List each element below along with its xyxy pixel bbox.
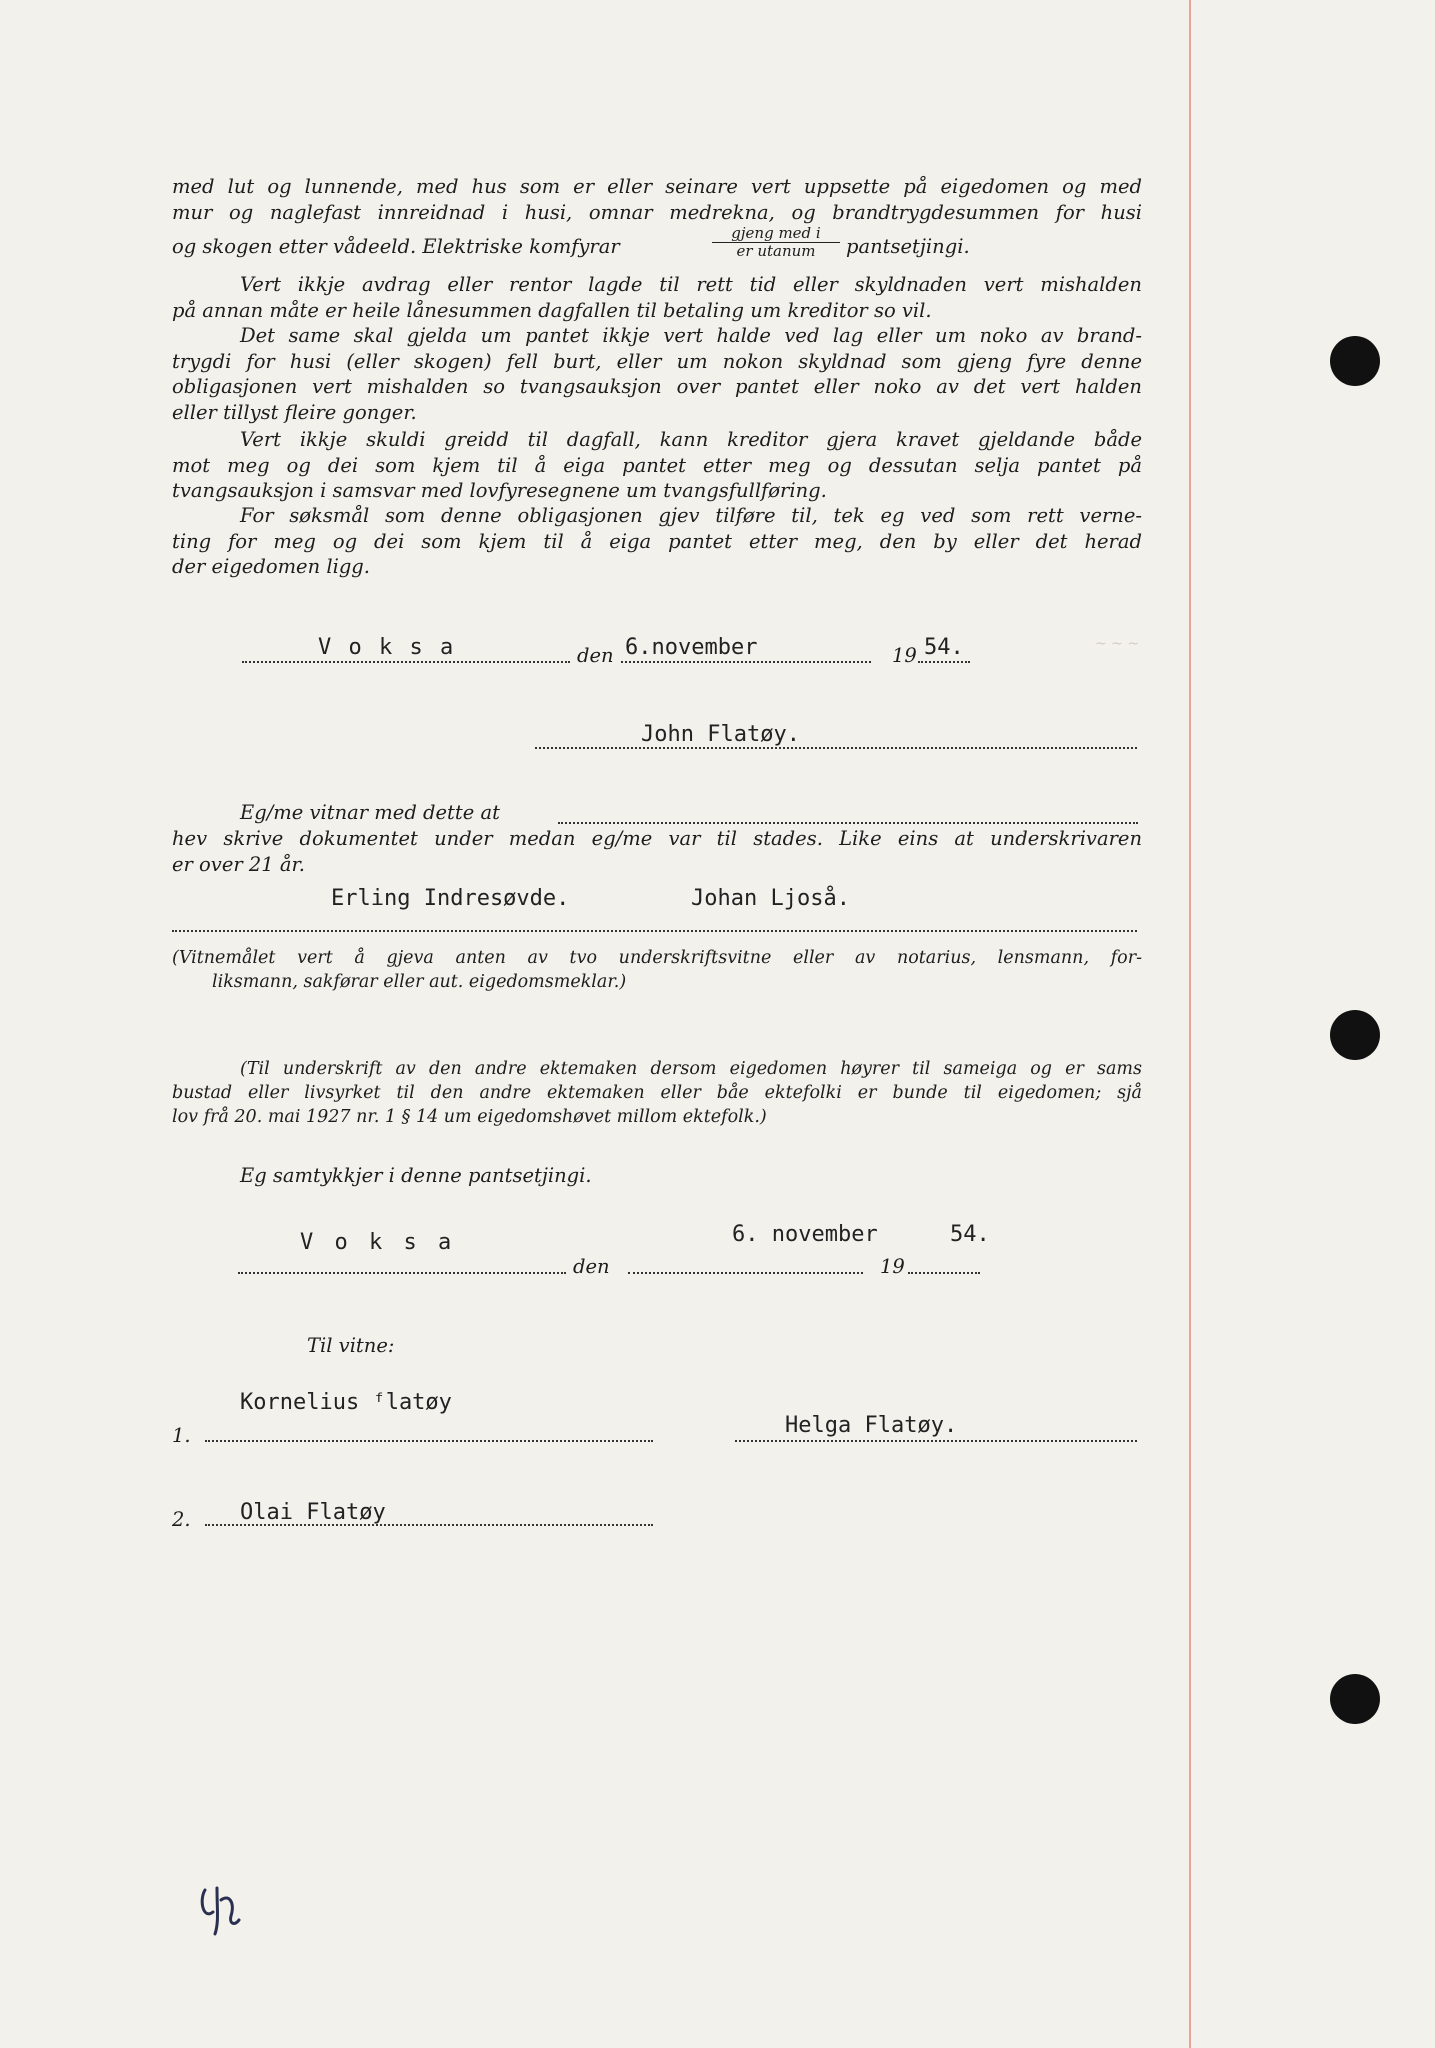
paragraph-default <box>172 272 1142 323</box>
spouse-place: V o k s a <box>300 1230 456 1255</box>
text-line: eller tillyst fleire gonger. <box>172 400 417 424</box>
text-line: mot meg og dei som kjem til å eiga pantet etter meg og dessutan selja pantet på <box>172 453 1142 477</box>
punch-hole-icon <box>1330 1674 1380 1724</box>
punch-hole-icon <box>1330 336 1380 386</box>
spouse-date: 6. november <box>732 1222 878 1247</box>
spouse-witness-2: Olai Flatøy <box>240 1500 386 1525</box>
paragraph-property-scope <box>172 174 1142 225</box>
place-field-line <box>238 1272 566 1274</box>
year-field-line <box>908 1272 980 1274</box>
text-line: lov frå 20. mai 1927 nr. 1 § 14 um eigedomshøvet millom ektefolk.) <box>172 1107 767 1127</box>
place-field-line <box>242 661 570 663</box>
stove-option-fraction <box>712 225 840 260</box>
witness-1-signature: Erling Indresøvde. <box>331 886 570 911</box>
text-line: mur og naglefast innreidnad i husi, omnar medrekna, og brandtrygdesummen for husi <box>172 200 1142 224</box>
witness-name-line <box>558 822 1138 824</box>
paragraph-enforcement <box>172 427 1142 504</box>
witness-statement <box>172 826 1142 877</box>
witness-row-number: 1. <box>172 1424 191 1447</box>
witness-signature-line <box>172 930 1137 932</box>
den-label: den <box>577 644 614 667</box>
til-vitne-label: Til vitne: <box>307 1334 395 1357</box>
text-line: obligasjonen vert mishalden so tvangsauksjon over pantet eller noko av det vert halden <box>172 375 1142 398</box>
text-line: ting for meg og dei som kjem til å eiga pantet etter meg, den by eller det herad <box>172 529 1142 553</box>
text-line: med lut og lunnende, med hus som er eller seinare vert uppsette på eigedomen og med <box>172 175 1142 198</box>
signature-line <box>535 747 1137 749</box>
den-label: den <box>573 1255 610 1278</box>
debtor-signature: John Flatøy. <box>641 722 800 747</box>
witness-2-signature: Johan Ljoså. <box>691 886 850 911</box>
witness-line <box>205 1524 653 1526</box>
text-line: trygdi for husi (eller skogen) fell burt, eller um nokon skyldnad som gjeng fyre denne <box>172 349 1142 373</box>
text-line: For søksmål som denne obligasjonen gjev tilføre til, tek eg ved som rett verne- <box>240 504 1142 527</box>
text-line: tvangsauksjon i samsvar med lovfyresegnene um tvangsfullføring. <box>172 479 827 502</box>
stove-option-included: gjeng med i <box>712 225 840 243</box>
red-margin-line <box>1189 0 1191 2048</box>
witness-row-number: 2. <box>172 1508 191 1531</box>
text-line: på annan måte er heile lånesummen dagfallen til betaling um kreditor so vil. <box>172 298 932 322</box>
text-line: er over 21 år. <box>172 852 305 876</box>
text-line: Vert ikkje avdrag eller rentor lagde til rett tid eller skyldnaden vert mishalden <box>240 273 1142 296</box>
year-prefix: 19 <box>892 644 917 667</box>
consent-statement: Eg samtykkjer i denne pantsetjingi. <box>240 1164 592 1187</box>
spouse-witness-1: Kornelius ᶠlatøy <box>240 1390 452 1415</box>
spouse-year: 54. <box>950 1222 990 1247</box>
signing-place: V o k s a <box>318 635 456 660</box>
handwritten-initials-mark <box>195 1860 275 1940</box>
bleed-through: ~ ~ ~ <box>1095 636 1140 652</box>
paragraph-venue <box>172 503 1142 580</box>
witness-intro: Eg/me vitnar med dette at <box>240 801 500 824</box>
text-line: bustad eller livsyrket til den andre ektemaken eller båe ektefolki er bunde til eigedomen; sjå <box>172 1083 1142 1103</box>
text-line: pantsetjingi. <box>846 235 970 258</box>
text-line: hev skrive dokumentet under medan eg/me var til stades. Like eins at underskrivaren <box>172 827 1142 850</box>
text-line: Det same skal gjelda um pantet ikkje vert halde ved lag eller um noko av brand- <box>240 324 1142 347</box>
stove-option-excluded: er utanum <box>736 242 816 260</box>
text-line: og skogen etter vådeeld. Elektriske komfyrar <box>172 235 620 258</box>
spouse-signature-line <box>735 1440 1137 1442</box>
text-line: der eigedomen ligg. <box>172 555 370 578</box>
punch-hole-icon <box>1330 1010 1380 1060</box>
paragraph-insurance <box>172 323 1142 425</box>
signing-date: 6.november <box>625 635 758 660</box>
text-line: (Vitnemålet vert å gjeva anten av tvo underskriftsvitne eller av notarius, lensmann, for- <box>172 948 1142 968</box>
year-prefix: 19 <box>880 1255 905 1278</box>
text-line: liksmann, sakførar eller aut. eigedomsmeklar.) <box>212 972 627 992</box>
date-field-line <box>628 1272 863 1274</box>
text-line: Vert ikkje skuldi greidd til dagfall, kann kreditor gjera kravet gjeldande både <box>240 428 1142 451</box>
text-line: (Til underskrift av den andre ektemaken dersom eigedomen høyrer til sameiga og er sams <box>240 1059 1142 1079</box>
spouse-note <box>172 1057 1142 1129</box>
witness-line <box>205 1440 653 1442</box>
year-field-line <box>918 661 970 663</box>
signing-year: 54. <box>924 635 964 660</box>
witness-note <box>172 946 1142 994</box>
date-field-line <box>621 661 871 663</box>
spouse-signature: Helga Flatøy. <box>785 1413 958 1438</box>
